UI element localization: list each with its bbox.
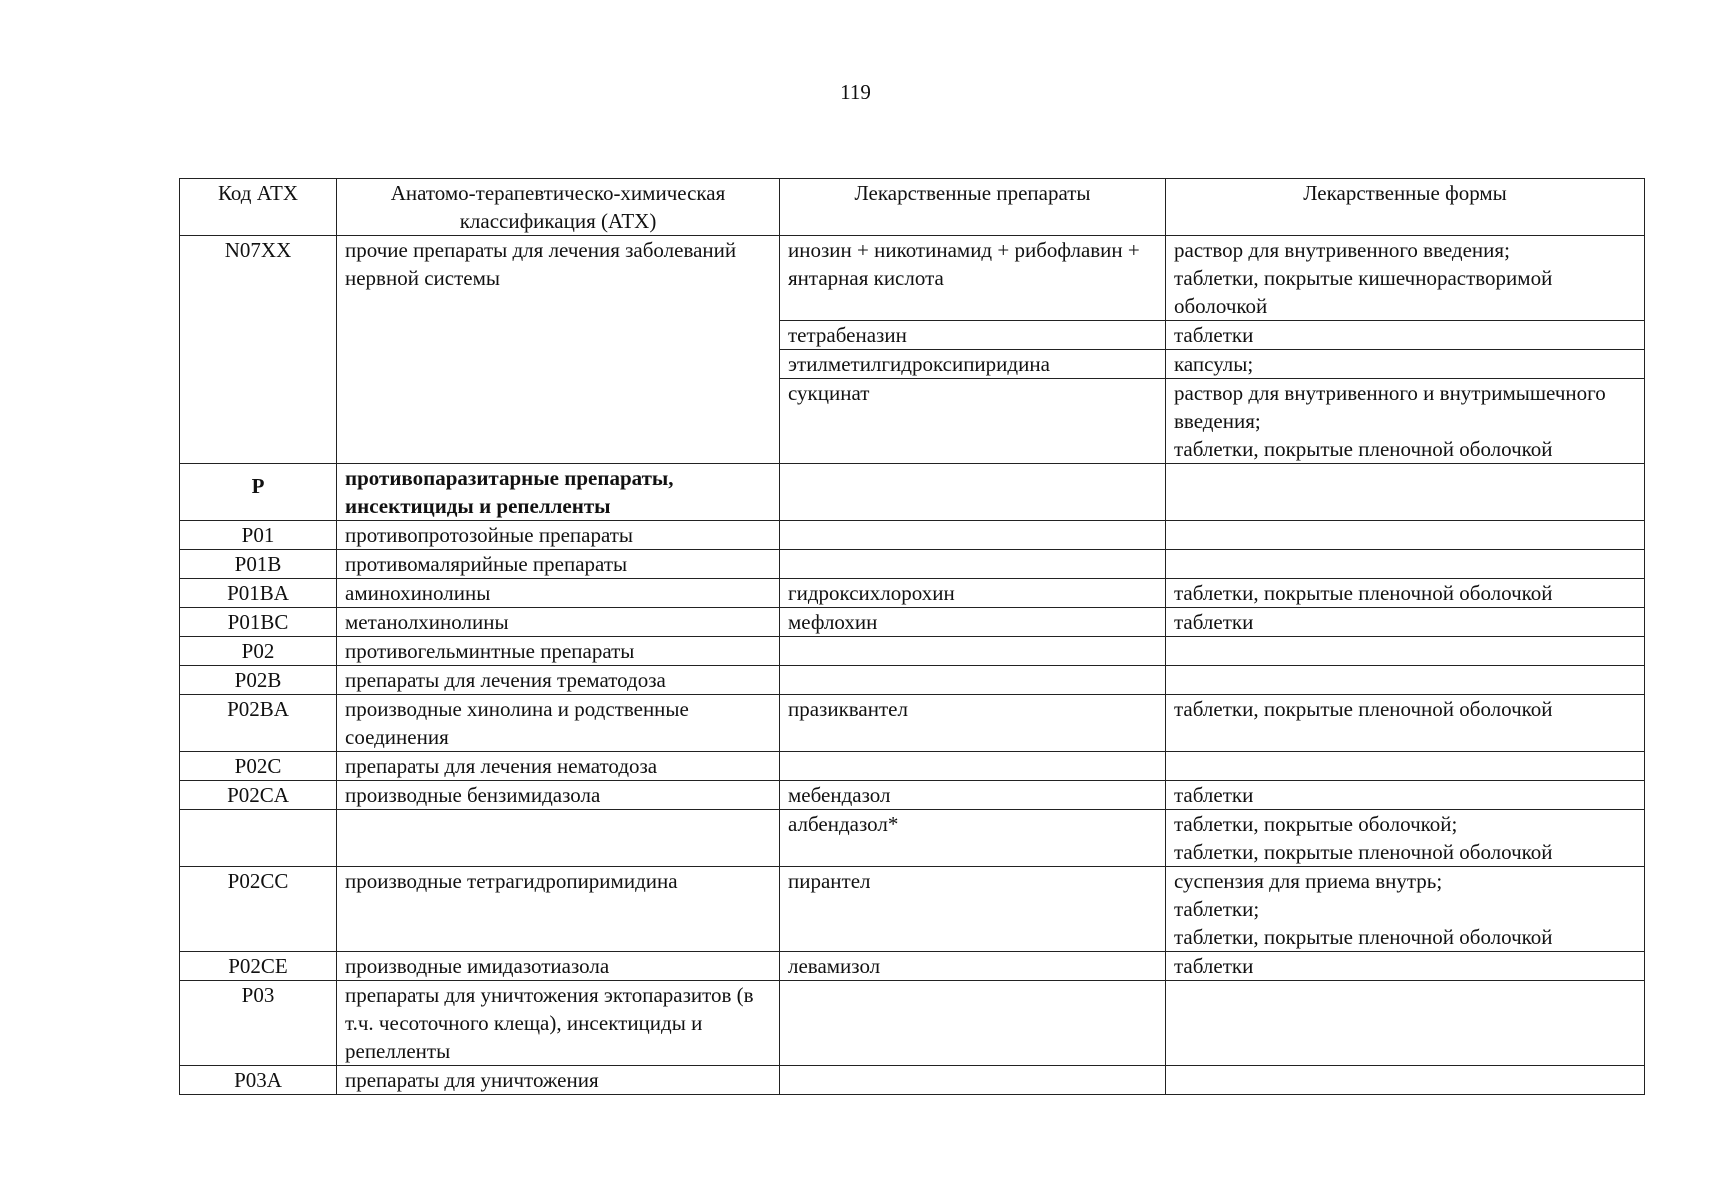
page-number: 119 (840, 80, 871, 104)
drug-name (780, 752, 1166, 781)
drug-name (780, 637, 1166, 666)
atx-code: P02CA (180, 781, 337, 810)
atx-classification: прочие препараты для лечения заболеваний нервной системы (337, 236, 780, 464)
atx-classification: противопаразитарные препараты, инсектициды и репелленты (337, 464, 780, 521)
table-row (180, 1066, 1645, 1095)
drug-name: тетрабеназин (780, 321, 1166, 350)
table-row (180, 810, 1645, 867)
dosage-form-line: суспензия для приема внутрь; (1174, 869, 1443, 893)
atx-classification: производные тетрагидропиримидина (337, 867, 780, 952)
dosage-form-line: таблетки (1174, 783, 1254, 807)
dosage-forms (1166, 1066, 1645, 1095)
header-drugs: Лекарственные препараты (780, 179, 1166, 236)
dosage-forms (1166, 608, 1645, 637)
table-row (180, 608, 1645, 637)
drug-name (780, 1066, 1166, 1095)
atx-code: P01BC (180, 608, 337, 637)
dosage-form-line: таблетки (1174, 954, 1254, 978)
drug-name (780, 550, 1166, 579)
atx-classification: производные имидазотиазола (337, 952, 780, 981)
table-row (180, 952, 1645, 981)
dosage-form-line: таблетки, покрытые пленочной оболочкой (1174, 581, 1553, 605)
dosage-forms (1166, 236, 1645, 321)
table-row (180, 695, 1645, 752)
atx-classification: препараты для уничтожения (337, 1066, 780, 1095)
dosage-form-line: капсулы; (1174, 352, 1254, 376)
header-code: Код АТХ (180, 179, 337, 236)
drug-name (780, 521, 1166, 550)
drug-name: празиквантел (780, 695, 1166, 752)
atx-classification: метанолхинолины (337, 608, 780, 637)
dosage-form-line: таблетки, покрытые пленочной оболочкой (1174, 437, 1553, 461)
atx-classification: препараты для лечения нематодоза (337, 752, 780, 781)
dosage-forms (1166, 350, 1645, 379)
atx-code: N07XX (180, 236, 337, 464)
header-classification: Анатомо-терапевтическо-химическая классификация (АТХ) (337, 179, 780, 236)
dosage-forms (1166, 379, 1645, 464)
atx-classification: противопротозойные препараты (337, 521, 780, 550)
atx-drug-table (179, 178, 1645, 1095)
dosage-forms (1166, 464, 1645, 521)
drug-name (780, 981, 1166, 1066)
atx-code: P (180, 464, 337, 521)
drug-name: албендазол* (780, 810, 1166, 867)
atx-code: P03 (180, 981, 337, 1066)
atx-code: P02 (180, 637, 337, 666)
atx-classification: препараты для уничтожения эктопаразитов (в т.ч. чесоточного клеща), инсектициды и репелленты (337, 981, 780, 1066)
atx-code: P02BA (180, 695, 337, 752)
dosage-forms (1166, 666, 1645, 695)
drug-name: левамизол (780, 952, 1166, 981)
atx-classification: производные бензимидазола (337, 781, 780, 810)
atx-classification: препараты для лечения трематодоза (337, 666, 780, 695)
drug-name: этилметилгидроксипиридина (780, 350, 1166, 379)
atx-code: P03A (180, 1066, 337, 1095)
atx-classification: противомалярийные препараты (337, 550, 780, 579)
table-row (180, 752, 1645, 781)
drug-name (780, 666, 1166, 695)
table-row (180, 781, 1645, 810)
dosage-form-line: таблетки, покрытые пленочной оболочкой (1174, 697, 1553, 721)
dosage-form-line: раствор для внутривенного и внутримышечного введения; (1174, 381, 1606, 433)
atx-code: P01 (180, 521, 337, 550)
dosage-form-line: таблетки (1174, 323, 1254, 347)
drug-name: мефлохин (780, 608, 1166, 637)
table-row (180, 637, 1645, 666)
dosage-form-line: таблетки, покрытые пленочной оболочкой (1174, 925, 1553, 949)
atx-code: P01BA (180, 579, 337, 608)
drug-name (780, 464, 1166, 521)
drug-name: мебендазол (780, 781, 1166, 810)
dosage-forms (1166, 321, 1645, 350)
dosage-forms (1166, 637, 1645, 666)
table-row (180, 521, 1645, 550)
atx-code: P02C (180, 752, 337, 781)
atx-classification (337, 810, 780, 867)
atx-code: P02B (180, 666, 337, 695)
atx-code: P02CE (180, 952, 337, 981)
table-row (180, 464, 1645, 521)
dosage-forms (1166, 752, 1645, 781)
table-row (180, 867, 1645, 952)
atx-classification: аминохинолины (337, 579, 780, 608)
drug-name: инозин + никотинамид + рибофлавин + янтарная кислота (780, 236, 1166, 321)
dosage-form-line: раствор для внутривенного введения; (1174, 238, 1510, 262)
dosage-forms (1166, 867, 1645, 952)
atx-code (180, 810, 337, 867)
dosage-forms (1166, 521, 1645, 550)
table-row (180, 981, 1645, 1066)
dosage-forms (1166, 810, 1645, 867)
atx-classification: производные хинолина и родственные соединения (337, 695, 780, 752)
dosage-form-line: таблетки (1174, 610, 1254, 634)
dosage-form-line: таблетки, покрытые кишечнорастворимой оболочкой (1174, 266, 1553, 318)
table-row (180, 550, 1645, 579)
dosage-forms (1166, 695, 1645, 752)
dosage-form-line: таблетки; (1174, 897, 1260, 921)
dosage-forms (1166, 981, 1645, 1066)
table-row (180, 579, 1645, 608)
dosage-forms (1166, 781, 1645, 810)
table-row (180, 666, 1645, 695)
table-row (180, 236, 1645, 321)
atx-code: P01B (180, 550, 337, 579)
header-forms: Лекарственные формы (1166, 179, 1645, 236)
dosage-forms (1166, 579, 1645, 608)
drug-name: гидроксихлорохин (780, 579, 1166, 608)
dosage-forms (1166, 952, 1645, 981)
dosage-form-line: таблетки, покрытые пленочной оболочкой (1174, 840, 1553, 864)
drug-name: пирантел (780, 867, 1166, 952)
atx-code: P02CC (180, 867, 337, 952)
dosage-forms (1166, 550, 1645, 579)
table-header-row (180, 179, 1645, 236)
atx-classification: противогельминтные препараты (337, 637, 780, 666)
drug-name: сукцинат (780, 379, 1166, 464)
dosage-form-line: таблетки, покрытые оболочкой; (1174, 812, 1458, 836)
